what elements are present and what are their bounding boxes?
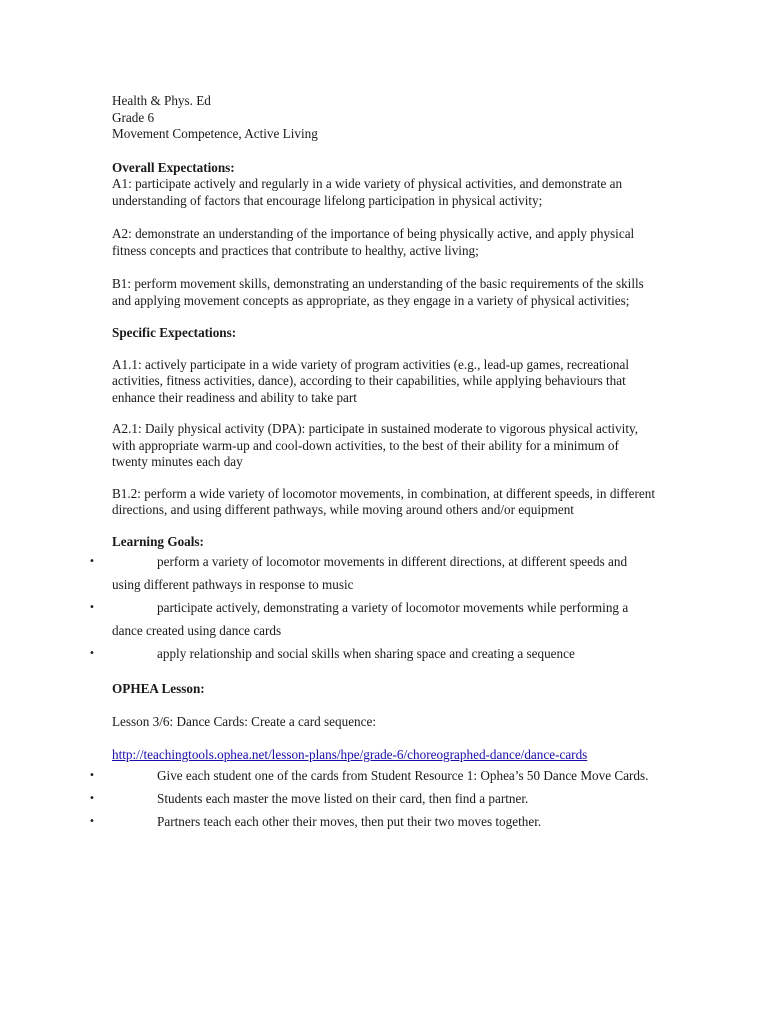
strand-line: Movement Competence, Active Living xyxy=(112,126,318,141)
lesson-title: Lesson 3/6: Dance Cards: Create a card sequence: xyxy=(112,713,377,729)
learning-goal-text: perform a variety of locomotor movements in different directions, at different speeds and using different pathways in response to music xyxy=(112,554,628,592)
overall-expectations-heading: Overall Expectations: xyxy=(112,159,235,175)
grade-line: Grade 6 xyxy=(112,109,155,125)
bullet-icon: • xyxy=(89,792,95,804)
specific-expectations-heading: Specific Expectations: xyxy=(112,325,237,340)
ophea-lesson-heading: OPHEA Lesson: xyxy=(112,681,205,696)
lesson-step-text: Partners teach each other their moves, then put their two moves together. xyxy=(157,813,542,829)
lesson-steps-list xyxy=(89,764,657,833)
learning-goals-list xyxy=(89,550,657,665)
learning-goal-text: participate actively, demonstrating a variety of locomotor movements while performing a dance created using dance cards xyxy=(112,600,629,638)
bullet-icon: • xyxy=(89,556,95,567)
list-item xyxy=(89,764,657,787)
overall-expectation-b1: B1: perform movement skills, demonstrating an understanding of the basic requirements of the skills and applying movement concepts as appropriate, as they engage in a variety of physical activities; xyxy=(112,276,644,308)
specific-expectation-a2-1: A2.1: Daily physical activity (DPA): participate in sustained moderate to vigorous physical activity, with appropriate warm-up and cool-down activities, to the best of their ability for a minimum of twenty minutes each day xyxy=(112,421,639,469)
learning-goal-text: apply relationship and social skills when sharing space and creating a sequence xyxy=(157,646,575,661)
specific-expectation-a1-1: A1.1: actively participate in a wide variety of program activities (e.g., lead-up games, recreational activities, fitness activities, dance), according to their capabilities, while applying behaviours that enhance their readiness and ability to take part xyxy=(112,356,630,405)
lesson-step-text: Students each master the move listed on their card, then find a partner. xyxy=(157,790,529,806)
overall-expectation-a1: A1: participate actively and regularly in a wide variety of physical activities, and demonstrate an understanding of factors that encourage lifelong participation in physical activity; xyxy=(112,176,623,208)
list-item xyxy=(89,810,657,833)
list-item xyxy=(89,787,657,810)
bullet-icon: • xyxy=(89,602,95,613)
bullet-icon: • xyxy=(89,648,95,659)
document-header xyxy=(112,93,657,143)
document-body xyxy=(89,93,657,833)
bullet-icon: • xyxy=(89,769,95,781)
lesson-step-text: Give each student one of the cards from Student Resource 1: Ophea’s 50 Dance Move Cards. xyxy=(157,767,649,783)
bullet-icon: • xyxy=(89,815,95,827)
list-item xyxy=(89,550,657,596)
lesson-link[interactable]: http://teachingtools.ophea.net/lesson-plans/hpe/grade-6/choreographed-dance/dance-cards xyxy=(112,747,588,762)
overall-expectation-a2: A2: demonstrate an understanding of the importance of being physically active, and apply physical fitness concepts and practices that contribute to healthy, active living; xyxy=(112,226,635,258)
list-item xyxy=(89,596,657,642)
learning-goals-heading: Learning Goals: xyxy=(112,533,204,549)
specific-expectation-b1-2: B1.2: perform a wide variety of locomotor movements, in combination, at different speeds, in different directions, and using different pathways, while moving around others and/or equipment xyxy=(112,485,655,517)
subject-line: Health & Phys. Ed xyxy=(112,93,211,108)
list-item xyxy=(89,642,657,665)
